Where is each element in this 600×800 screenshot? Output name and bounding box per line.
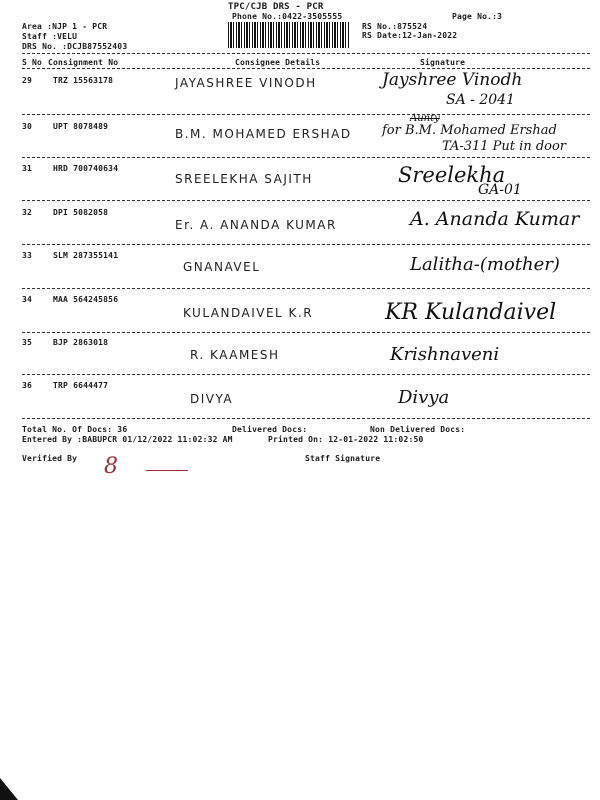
row-signature: Sreelekha <box>398 163 506 187</box>
row-sno: 30 <box>22 122 33 131</box>
verified-line <box>146 470 188 471</box>
row-consignee-name: Er. A. ANANDA KUMAR <box>175 218 337 232</box>
row-signature: Lalitha-(mother) <box>410 254 560 275</box>
row-signature-note: GA-01 <box>478 182 522 198</box>
verified-mark: 8 <box>104 454 118 479</box>
row-consignee-name: JAYASHREE VINODH <box>175 76 317 90</box>
row-consignment: DPI 5082058 <box>53 208 109 217</box>
scan-corner-shadow <box>0 778 18 800</box>
row-signature: for B.M. Mohamed Ershad <box>382 123 557 138</box>
rs-number: RS No.:875524 <box>362 22 428 31</box>
row-signature: Divya <box>398 387 450 408</box>
row-consignee-name: KULANDAIVEL K.R <box>183 306 314 320</box>
row-consignment: SLM 287355141 <box>53 251 119 260</box>
row-sno: 33 <box>22 251 33 260</box>
printed-on: Printed On: 12-01-2022 11:02:50 <box>268 435 424 444</box>
row-signature-note: SA - 2041 <box>446 92 515 108</box>
row-consignment: MAA 564245856 <box>53 295 119 304</box>
row-consignment: HRD 700740634 <box>53 164 119 173</box>
phone-number: Phone No.:0422-3505555 <box>232 12 343 21</box>
divider <box>22 53 590 54</box>
row-signature-strike: Aunty <box>410 113 440 124</box>
page-number: Page No.:3 <box>452 12 503 21</box>
row-sno: 35 <box>22 338 33 347</box>
divider <box>22 200 590 201</box>
entered-by: Entered By :BABUPCR 01/12/2022 11:02:32 AM <box>22 435 233 444</box>
row-signature-note: TA-311 Put in door <box>442 139 567 154</box>
row-consignee-name: SREELEKHA SAJITH <box>175 172 313 186</box>
divider <box>22 374 590 375</box>
divider <box>22 244 590 245</box>
area-label: Area :NJP 1 - PCR <box>22 22 108 31</box>
non-delivered-docs: Non Delivered Docs: <box>370 425 466 434</box>
row-signature: Jayshree Vinodh <box>382 70 523 90</box>
verified-by-label: Verified By <box>22 454 78 463</box>
row-sno: 34 <box>22 295 33 304</box>
row-sno: 29 <box>22 76 33 85</box>
row-consignment: TRZ 15563178 <box>53 76 114 85</box>
delivered-docs: Delivered Docs: <box>232 425 308 434</box>
divider <box>22 332 590 333</box>
drs-number: DRS No. :DCJB87552403 <box>22 42 128 51</box>
staff-signature-label: Staff Signature <box>305 454 381 463</box>
row-consignee-name: B.M. MOHAMED ERSHAD <box>175 127 352 141</box>
row-consignee-name: R. KAAMESH <box>190 348 280 362</box>
rs-date: RS Date:12-Jan-2022 <box>362 31 458 40</box>
col-consignee-details: Consignee Details <box>235 58 321 67</box>
divider <box>22 68 590 69</box>
divider <box>22 114 590 115</box>
row-consignment: TRP 6644477 <box>53 381 109 390</box>
barcode-image <box>228 22 350 48</box>
divider <box>22 418 590 419</box>
col-consignment: Consignment No <box>48 58 119 67</box>
divider <box>22 288 590 289</box>
row-sno: 31 <box>22 164 33 173</box>
row-consignment: UPT 8078489 <box>53 122 109 131</box>
row-signature: A. Ananda Kumar <box>410 208 580 230</box>
total-docs: Total No. Of Docs: 36 <box>22 425 128 434</box>
col-signature: Signature <box>420 58 466 67</box>
row-consignee-name: DIVYA <box>190 392 234 406</box>
row-signature: KR Kulandaivel <box>385 300 557 325</box>
row-sno: 32 <box>22 208 33 217</box>
row-consignment: BJP 2863018 <box>53 338 109 347</box>
document-title: TPC/CJB DRS - PCR <box>228 2 324 12</box>
row-signature: Krishnaveni <box>390 344 500 365</box>
row-consignee-name: GNANAVEL <box>183 260 261 274</box>
staff-label: Staff :VELU <box>22 32 78 41</box>
divider <box>22 157 590 158</box>
row-sno: 36 <box>22 381 33 390</box>
col-sno: S No <box>22 58 43 67</box>
